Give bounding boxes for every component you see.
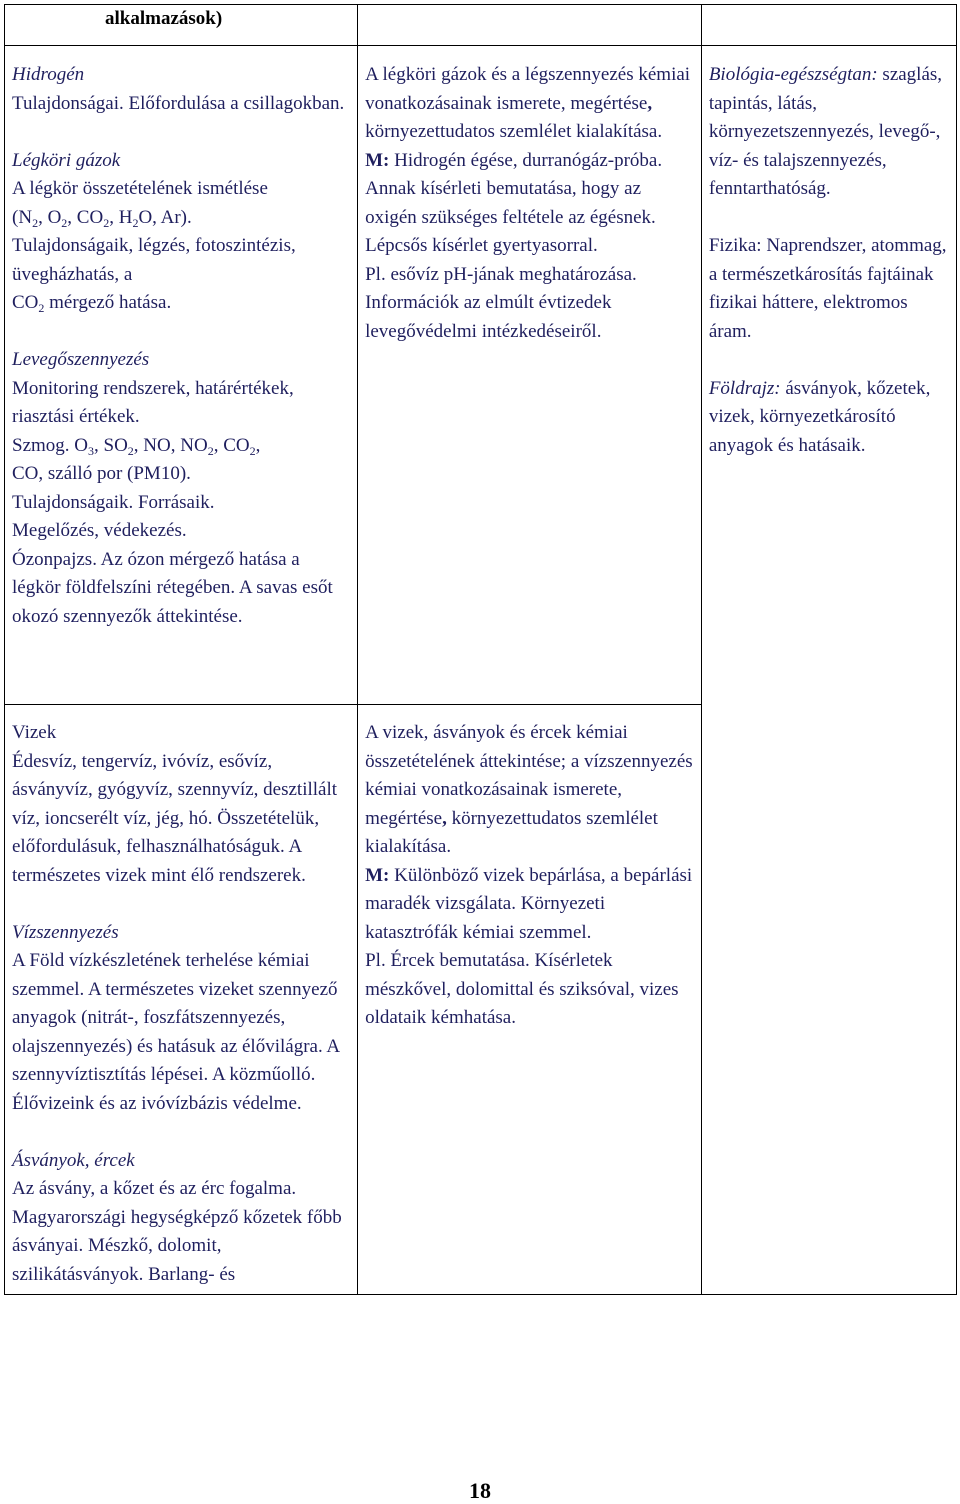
legkori-properties: Tulajdonságaik, légzés, fotoszintézis, üvegházhatás, a [12, 235, 296, 285]
levego-properties: Tulajdonságaik. Forrásaik. [12, 491, 215, 513]
section-heading-vizszennyezes: Vízszennyezés [12, 921, 119, 943]
page-number: 18 [469, 1478, 491, 1503]
levego-prevention: Megelőzés, védekezés. [12, 520, 187, 541]
co2-line: $CO_2$ mérgező hatása. [12, 292, 172, 315]
goals-air-intro: A légköri gázok és a légszennyezés kémiai vonatkozásainak ismerete, megértése, környezettudatos szemlélet kialakítása. [365, 64, 691, 142]
header-continuation: alkalmazások) [105, 8, 223, 29]
topics-air-cell [5, 46, 358, 705]
header-cell-empty [358, 5, 702, 46]
header-cell [5, 5, 358, 46]
connection-biology: Biológia-egészségtan: szaglás, tapintás, látás, környezetszennyezés, levegő-, víz- és talajszennyezés, fenntarthatóság. [708, 64, 943, 199]
legkori-line: A légkör összetételének ismétlése [12, 178, 268, 199]
section-heading-asvanyok: Ásványok, ércek [12, 1149, 135, 1171]
section-heading-levego: Levegőszennyezés [12, 349, 150, 370]
section-heading-hidrogen: Hidrogén [12, 64, 85, 85]
goals-air-p3: Pl. esővíz pH-jának meghatározása. Információk az elmúlt évtizedek levegővédelmi intézkedéseiről. [365, 263, 637, 342]
topics-water-cell [5, 705, 358, 1295]
section-heading-vizek: Vizek [12, 722, 57, 743]
pollutant-line: CO, szálló por (PM10). [12, 463, 191, 484]
levego-monitoring: Monitoring rendszerek, határértékek, riasztási értékek. [12, 377, 294, 427]
goals-water-p2: Pl. Ércek bemutatása. Kísérletek mészkővel, dolomittal és sziksóval, vizes oldataik kémhatása. [365, 950, 679, 1028]
vizszennyezes-text: A Föld vízkészletének terhelése kémiai szemmel. A természetes vizeket szennyező anyagok (nitrát-, foszfátszennyezés, olajszennyezés) és hatásuk az élővilágra. A szennyvíztisztítás lépései. A közműolló. Élővizeink és az ivóvízbázis védelme. [12, 950, 340, 1114]
connection-geography: Földrajz: ásványok, kőzetek, vizek, környezetkárosító anyagok és hatásaik. [708, 377, 931, 456]
header-row [5, 5, 957, 46]
goals-air-cell [358, 46, 702, 705]
vizek-text: Édesvíz, tengervíz, ivóvíz, esővíz, ásványvíz, gyógyvíz, szennyvíz, desztillált víz, ioncserélt víz, jég, hó. Összetételük, előfordulásuk, felhasználhatóságuk. A természetes vizek mint élő rendszerek. [12, 750, 338, 886]
gas-formula-list: ($N_2$, $O_2$, $CO_2$, $H_2O$, Ar). [12, 206, 192, 230]
content-table [4, 4, 957, 1295]
goals-water-intro: A vizek, ásványok és ércek kémiai összetételének áttekintése; a vízszennyezés kémiai vonatkozásainak ismerete, megértése, környezettudatos szemlélet kialakítása. [365, 722, 693, 857]
goals-water-cell [358, 705, 702, 1295]
smog-line: Szmog. $O_3$, $SO_2$, NO, $NO_2$, $CO_2$, [12, 434, 261, 458]
section-heading-legkori: Légköri gázok [12, 149, 121, 171]
connection-physics: Fizika: Naprendszer, atommag, a természetkárosítás fajtáinak fizikai háttere, elektromos áram. [708, 235, 947, 342]
ozone-text: Ózonpajzs. Az ózon mérgező hatása a légkör földfelszíni rétegében. A savas esőt okozó szennyezők áttekintése. [12, 548, 333, 627]
header-cell-empty [701, 5, 956, 46]
row-air [5, 46, 957, 705]
asvanyok-text: Az ásvány, a kőzet és az érc fogalma. Magyarországi hegységképző kőzetek főbb ásványai. Mészkő, dolomit, szilikátásványok. Barlang- és [12, 1178, 342, 1285]
connections-cell [701, 46, 956, 1295]
goals-air-p2: Annak kísérleti bemutatása, hogy az oxigén szükséges feltétele az égésnek. Lépcsős kísérlet gyertyasorral. [365, 178, 656, 256]
hidrogen-text: Tulajdonságai. Előfordulása a csillagokban. [12, 92, 345, 114]
experiment-water: M: Különböző vizek bepárlása, a bepárlási maradék vizsgálata. Környezeti katasztrófák kémiai szemmel. [365, 864, 693, 943]
experiment-air: M: Hidrogén égése, durranógáz-próba. [365, 149, 663, 171]
